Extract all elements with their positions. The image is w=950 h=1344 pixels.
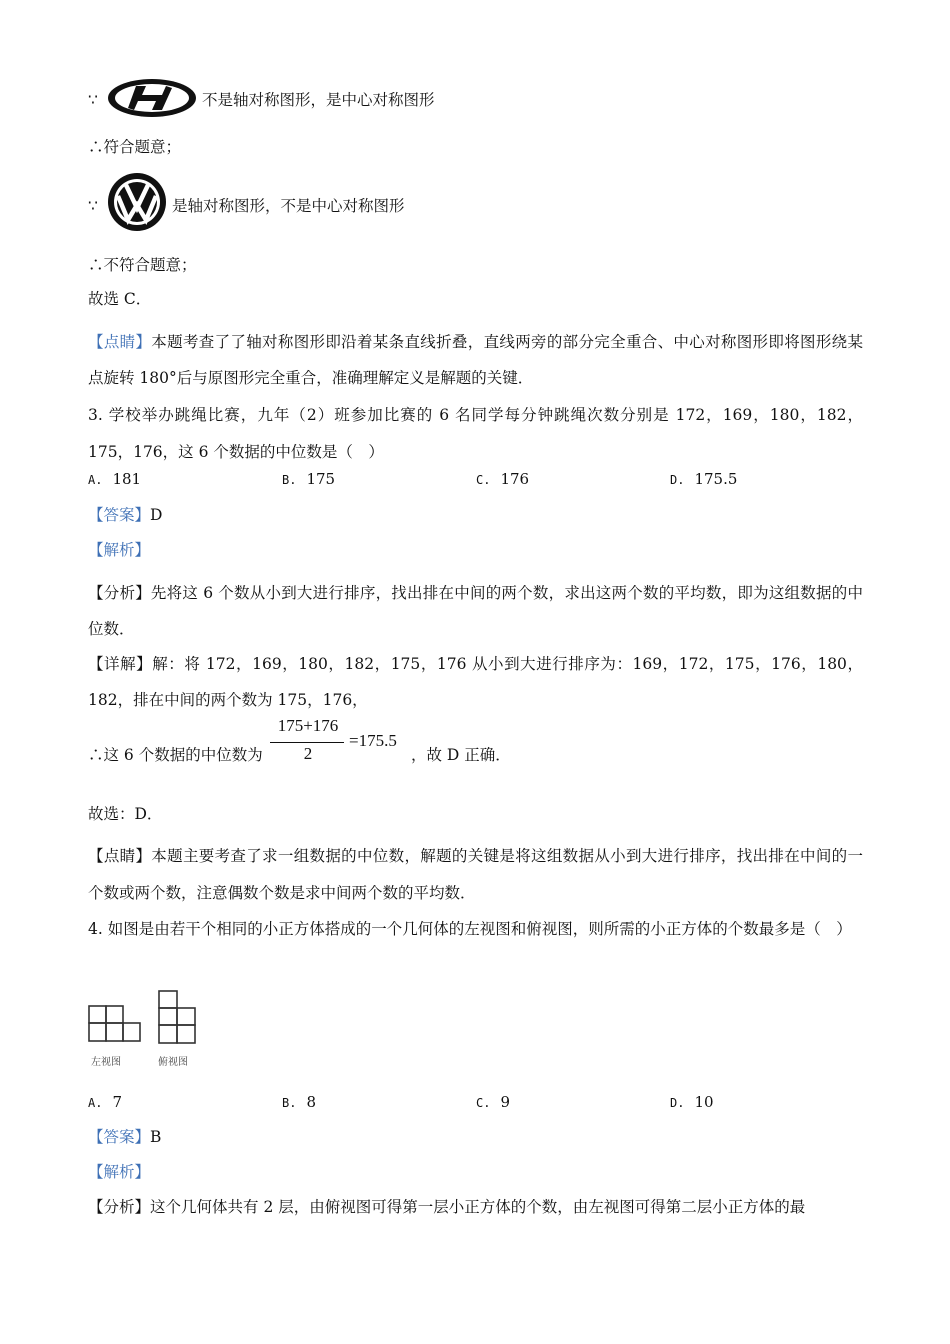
q4-fenxi: 【分析】这个几何体共有 2 层，由俯视图可得第一层小正方体的个数，由左视图可得第二层小正方体的最: [88, 1198, 806, 1216]
dianjing-text: 本题考查了了轴对称图形即沿着某条直线折叠，直线两旁的部分完全重合、中心对称图形即将图形绕某点旋转 180°后与原图形完全重合，准确理解定义是解题的关键．: [88, 333, 863, 387]
line-choose-c: 故选 C．: [88, 290, 152, 308]
line-vw: [88, 196, 98, 216]
q4-option-a: A. 7: [88, 1093, 122, 1111]
q3-median-line: ∴这 6 个数据的中位数为: [88, 746, 263, 764]
q3-xiangjie: 【详解】解：将 172，169，180，182，175，176 从小到大进行排序为：169，172，175，176，180，182，排在中间的两个数为 175，176，: [88, 655, 863, 709]
point-paragraph-1: [88, 324, 863, 396]
q3-analysis-heading: 【解析】: [88, 541, 151, 559]
q3-choose-d: 故选：D．: [88, 805, 163, 823]
q3-option-d: D. 175.5: [670, 470, 738, 488]
q4-option-b: B. 8: [282, 1093, 316, 1111]
fraction-numerator: 175+176: [277, 716, 339, 735]
fraction-denominator: 2: [303, 744, 313, 763]
q4-option-c: C. 9: [476, 1093, 510, 1111]
line-vw-text: 是轴对称图形，不是中心对称图形: [172, 197, 405, 215]
q3-median-conclusion: ，故 D 正确．: [411, 746, 511, 764]
because-symbol: ∵: [88, 197, 98, 215]
q3-option-b: B. 175: [282, 470, 336, 488]
line-hyundai-text: 不是轴对称图形，是中心对称图形: [202, 91, 435, 109]
q3-fenxi: 【分析】先将这 6 个数从小到大进行排序，找出排在中间的两个数，求出这两个数的平均数，即为这组数据的中位数．: [88, 584, 863, 638]
dianjing-tag: 【点睛】: [88, 333, 152, 351]
left-view-figure: [88, 1005, 142, 1043]
q3-stem: 3. 学校举办跳绳比赛，九年（2）班参加比赛的 6 名同学每分钟跳绳次数分别是 172，169，180，182，175，176，这 6 个数据的中位数是（ ）: [88, 406, 863, 461]
q3-dianjing: 【点睛】本题主要考查了求一组数据的中位数，解题的关键是将这组数据从小到大进行排序，找出排在中间的一个数或两个数，注意偶数个数是求中间两个数的平均数．: [88, 847, 863, 902]
q4-stem: 4. 如图是由若干个相同的小正方体搭成的一个几何体的左视图和俯视图，则所需的小正方体的个数最多是（ ）: [88, 920, 852, 938]
fraction-result: =175.5: [349, 731, 397, 750]
q3-option-c: C. 176: [476, 470, 530, 488]
line-hyundai: [88, 90, 98, 110]
q3-option-a: A. 181: [88, 470, 142, 488]
top-view-figure: [158, 990, 198, 1046]
volkswagen-logo-icon: [106, 172, 168, 232]
q4-analysis-heading: 【解析】: [88, 1163, 151, 1181]
hyundai-logo-icon: [106, 76, 198, 120]
line-not-fit: ∴不符合题意；: [88, 256, 197, 274]
q3-answer: 【答案】D: [88, 506, 163, 524]
because-symbol: ∵: [88, 91, 98, 109]
left-view-caption: 左视图: [91, 1057, 121, 1068]
q4-option-d: D. 10: [670, 1093, 714, 1111]
q4-answer: 【答案】B: [88, 1128, 162, 1146]
top-view-caption: 俯视图: [158, 1057, 188, 1068]
line-fits: ∴符合题意；: [88, 138, 182, 156]
fraction-bar: [270, 742, 344, 743]
